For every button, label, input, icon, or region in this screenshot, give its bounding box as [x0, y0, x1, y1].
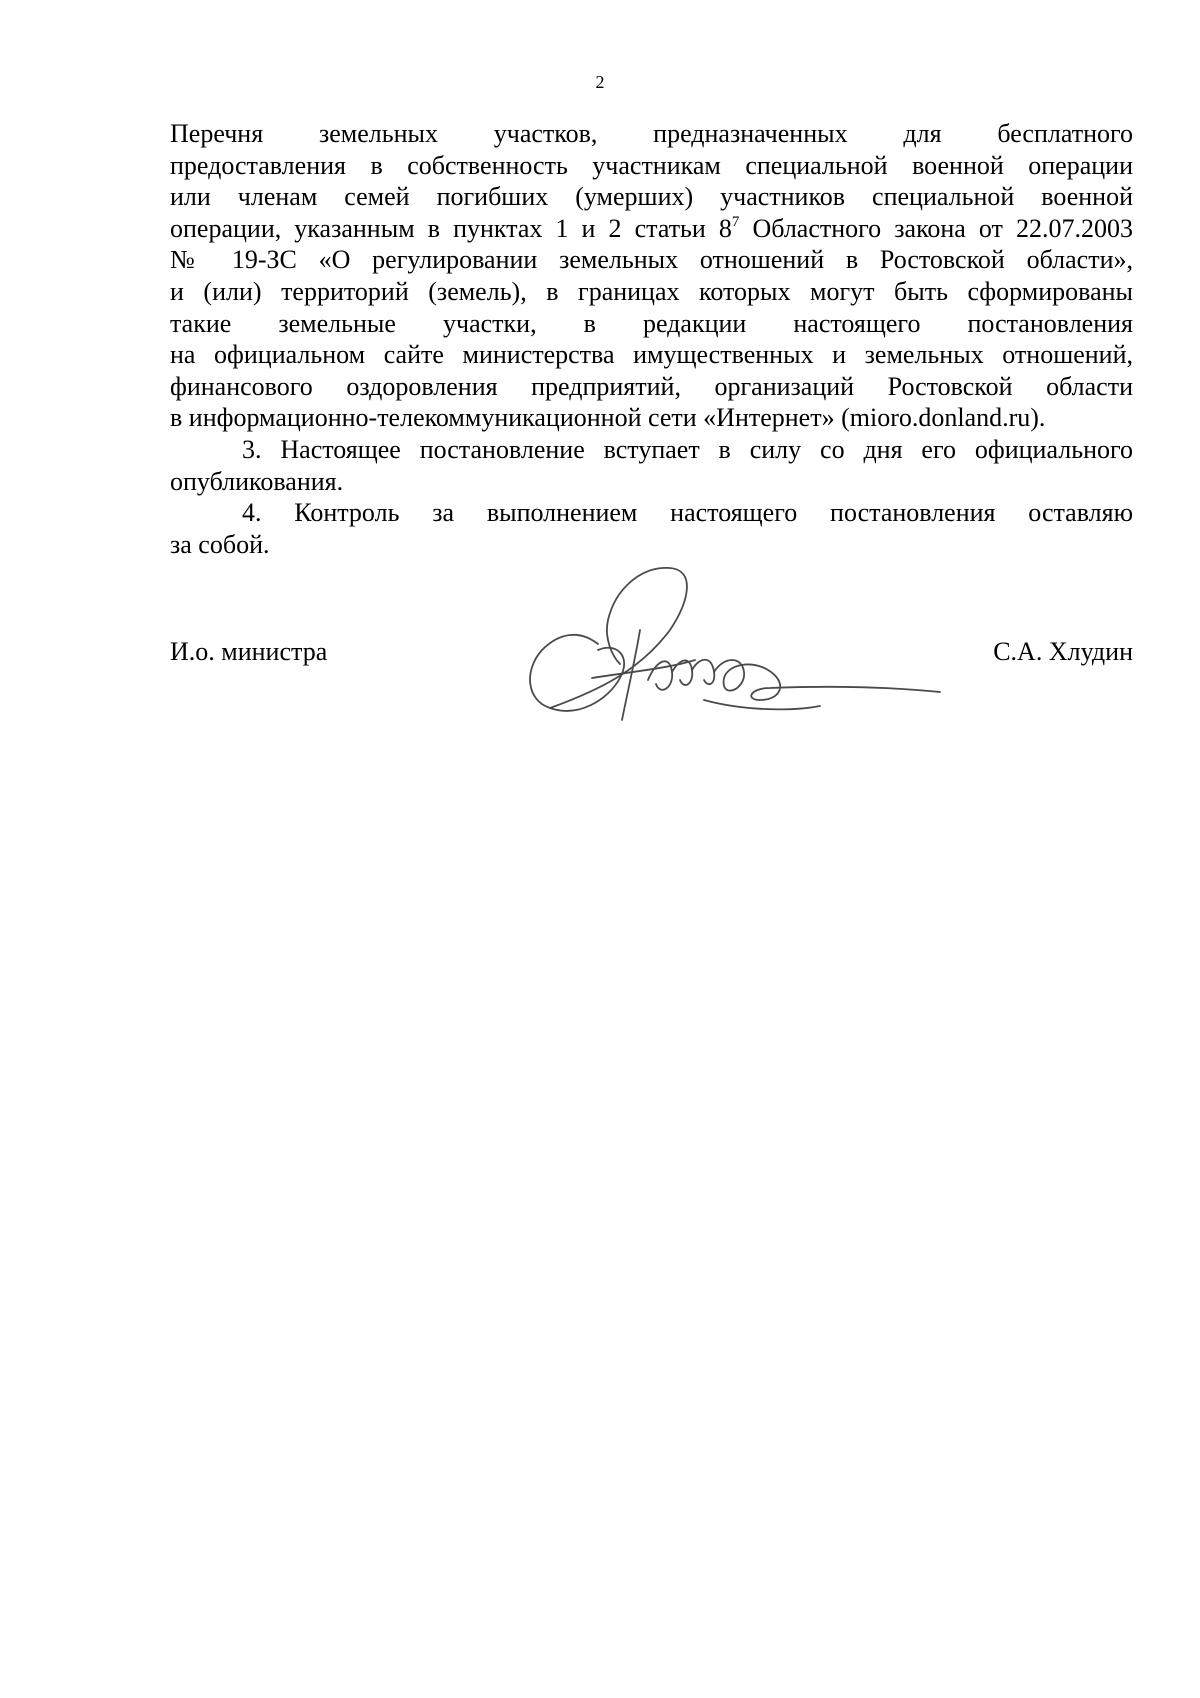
text-line: на официальном сайте министерства имущественных и земельных отношений, — [170, 340, 1133, 370]
text-fragment: Областного закона от 22.07.2003 — [739, 213, 1133, 243]
text-line: финансового оздоровления предприятий, организаций Ростовской области — [170, 371, 1133, 401]
paragraph-4-line: 4. Контроль за выполнением настоящего постановления оставляю — [242, 498, 1133, 528]
text-line-with-superscript — [170, 213, 1133, 245]
text-line: № 19-ЗС «О регулировании земельных отношений в Ростовской области», — [170, 245, 1133, 275]
document-body — [170, 118, 1133, 560]
text-line: или членам семей погибших (умерших) участников специальной военной — [170, 182, 1133, 212]
text-line: и (или) территорий (земель), в границах которых могут быть сформированы — [170, 276, 1133, 306]
page-number: 2 — [595, 72, 605, 92]
text-line: Перечня земельных участков, предназначенных для бесплатного — [170, 119, 1133, 148]
text-line: в информационно-телекоммуникационной сети «Интернет» (mioro.donland.ru). — [170, 403, 1046, 433]
signatory-role: И.о. министра — [170, 637, 328, 666]
text-line: такие земельные участки, в редакции настоящего постановления — [170, 308, 1133, 338]
text-fragment: операции, указанным в пунктах 1 и 2 статьи 8 — [170, 213, 732, 243]
text-line: опубликования. — [170, 466, 344, 496]
signatory-name: С.А. Хлудин — [993, 637, 1133, 666]
handwritten-signature — [520, 560, 980, 760]
paragraph-3-line: 3. Настоящее постановление вступает в силу со дня его официального — [242, 434, 1133, 464]
text-line: предоставления в собственность участникам специальной военной операции — [170, 150, 1133, 180]
superscript: 7 — [731, 213, 740, 230]
text-line: за собой. — [170, 529, 270, 559]
